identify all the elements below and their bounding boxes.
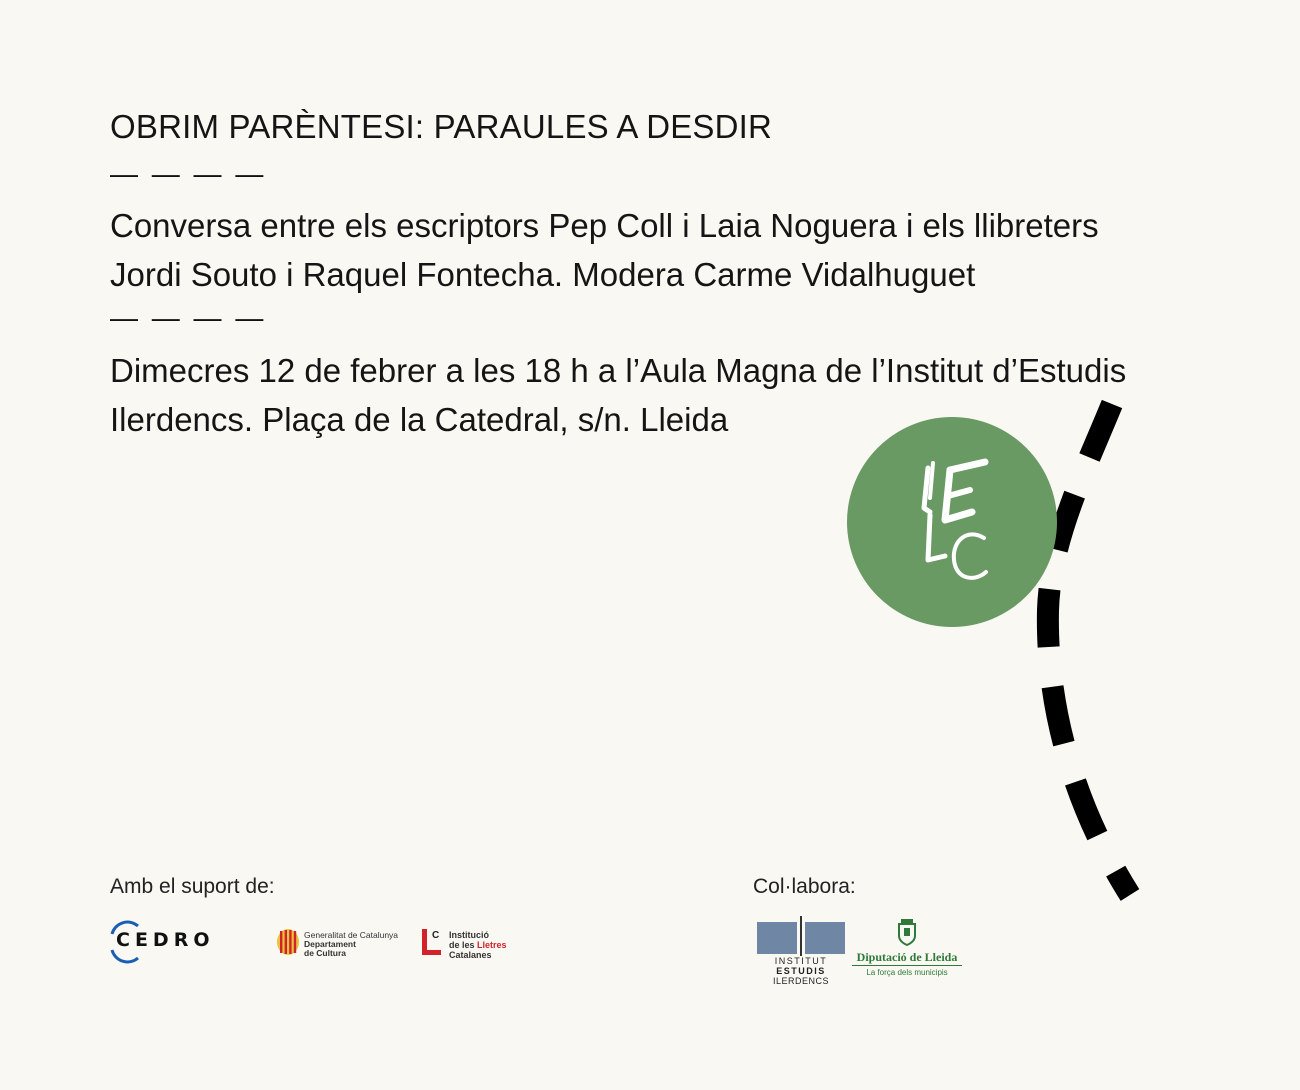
generalitat-line-2: Departament bbox=[304, 939, 356, 949]
ilc-line-2a: de les bbox=[449, 940, 478, 950]
svg-text:C: C bbox=[432, 930, 440, 941]
ilc-text bbox=[449, 930, 507, 960]
details-line-2: Ilerdencs. Plaça de la Catedral, s/n. Lleida bbox=[110, 401, 729, 438]
iei-line-2: ESTUDIS bbox=[776, 966, 826, 976]
event-title: OBRIM PARÈNTESI: PARAULES A DESDIR bbox=[110, 108, 773, 145]
ilc-logo bbox=[421, 928, 521, 958]
ilc-line-2b: Lletres bbox=[477, 940, 507, 950]
iei-text bbox=[757, 956, 845, 986]
generalitat-line-3: de Cultura bbox=[304, 948, 347, 958]
ilc-line-3: Catalanes bbox=[449, 950, 492, 960]
cedro-logo bbox=[108, 920, 228, 964]
ilc-mark-icon bbox=[421, 928, 445, 956]
diputacio-name: Diputació de Lleida bbox=[856, 950, 958, 964]
generalitat-text bbox=[304, 931, 398, 958]
diputacio-logo bbox=[852, 918, 962, 982]
event-details bbox=[110, 346, 1230, 444]
iei-columns-icon bbox=[757, 916, 845, 956]
dashed-path bbox=[1048, 404, 1130, 895]
iei-line-3: ILERDENCS bbox=[772, 976, 829, 986]
diputacio-divider bbox=[852, 965, 962, 966]
description-line-1: Conversa entre els escriptors Pep Coll i Laia Noguera i els llibreters bbox=[110, 207, 1099, 244]
coat-of-arms-icon bbox=[895, 918, 919, 946]
iei-line-1: INSTITUT bbox=[774, 956, 828, 966]
event-description bbox=[110, 201, 1230, 299]
generalitat-line-1: Generalitat de Catalunya bbox=[304, 930, 399, 940]
collab-label: Col·labora: bbox=[753, 875, 856, 898]
cedro-wordmark: CEDRO bbox=[116, 929, 215, 951]
diputacio-tagline: La força dels municipis bbox=[866, 968, 948, 977]
generalitat-logo bbox=[276, 928, 406, 958]
iei-logo bbox=[757, 916, 845, 990]
ilc-line-1: Institució bbox=[449, 930, 489, 940]
separator-2: — — — — bbox=[110, 302, 267, 333]
separator-1: — — — — bbox=[110, 158, 267, 189]
details-line-1: Dimecres 12 de febrer a les 18 h a l’Aula Magna de l’Institut d’Estudis bbox=[110, 352, 1127, 389]
senyera-icon bbox=[276, 928, 300, 956]
support-label: Amb el suport de: bbox=[110, 875, 275, 898]
description-line-2: Jordi Souto i Raquel Fontecha. Modera Carme Vidalhuguet bbox=[110, 256, 976, 293]
iei-badge bbox=[847, 417, 1057, 627]
